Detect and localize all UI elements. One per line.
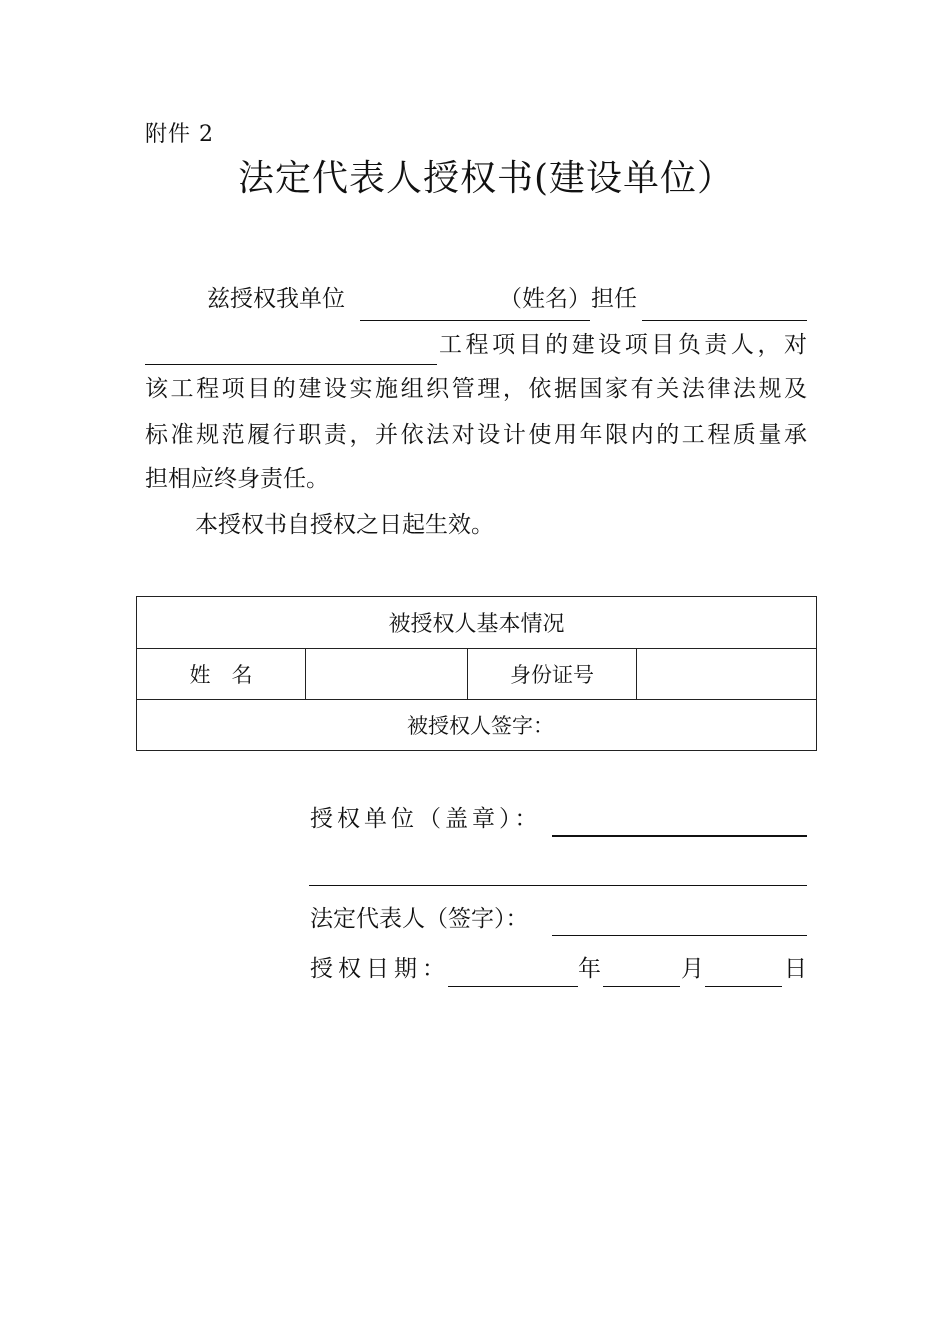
grant-phrase: 兹授权我单位: [207, 286, 345, 312]
attachment-label: 附件 2: [145, 122, 214, 147]
id-value-cell[interactable]: [637, 649, 817, 700]
month-label: 月: [681, 956, 704, 982]
authorized-person-table: [136, 596, 817, 751]
name-label-cell: 姓 名: [137, 649, 306, 700]
paragraph-line-2: [145, 322, 807, 368]
id-label-cell: 身份证号: [468, 649, 637, 700]
paragraph-line-1: [145, 276, 807, 322]
paragraph-line-5: 担相应终身责任。: [145, 466, 329, 492]
month-line[interactable]: [603, 986, 680, 987]
document-title: 法定代表人授权书(建设单位）: [238, 158, 735, 199]
day-line[interactable]: [705, 986, 782, 987]
paragraph-line-3: 该工程项目的建设实施组织管理，依据国家有关法律法规及: [145, 376, 807, 402]
effective-text: 本授权书自授权之日起生效。: [195, 512, 494, 538]
signature-cell[interactable]: [137, 700, 817, 751]
name-value-cell[interactable]: [306, 649, 468, 700]
day-label: 日: [784, 956, 807, 982]
project-continue-blank[interactable]: [145, 322, 437, 365]
project-name-blank[interactable]: [642, 276, 807, 321]
legal-rep-signature-line[interactable]: [552, 935, 807, 936]
paragraph-line-4: 标准规范履行职责，并依法对设计使用年限内的工程质量承: [145, 422, 807, 448]
legal-rep-label: 法定代表人（签字）：: [310, 906, 529, 932]
effective-statement: [145, 502, 807, 548]
unit-seal-line[interactable]: [552, 835, 807, 837]
responsible-phrase: 工程项目的建设项目负责人，对: [439, 332, 807, 358]
date-label: 授权日期：: [310, 956, 450, 982]
year-line[interactable]: [448, 986, 578, 987]
unit-seal-label: 授权单位（盖章）：: [310, 806, 542, 832]
unit-continue-line[interactable]: [309, 885, 807, 886]
table-caption: 被授权人基本情况: [137, 597, 817, 649]
signature-label: 被授权人签字：: [407, 714, 554, 738]
year-label: 年: [578, 956, 601, 982]
name-role-phrase: （姓名）担任: [499, 286, 637, 312]
